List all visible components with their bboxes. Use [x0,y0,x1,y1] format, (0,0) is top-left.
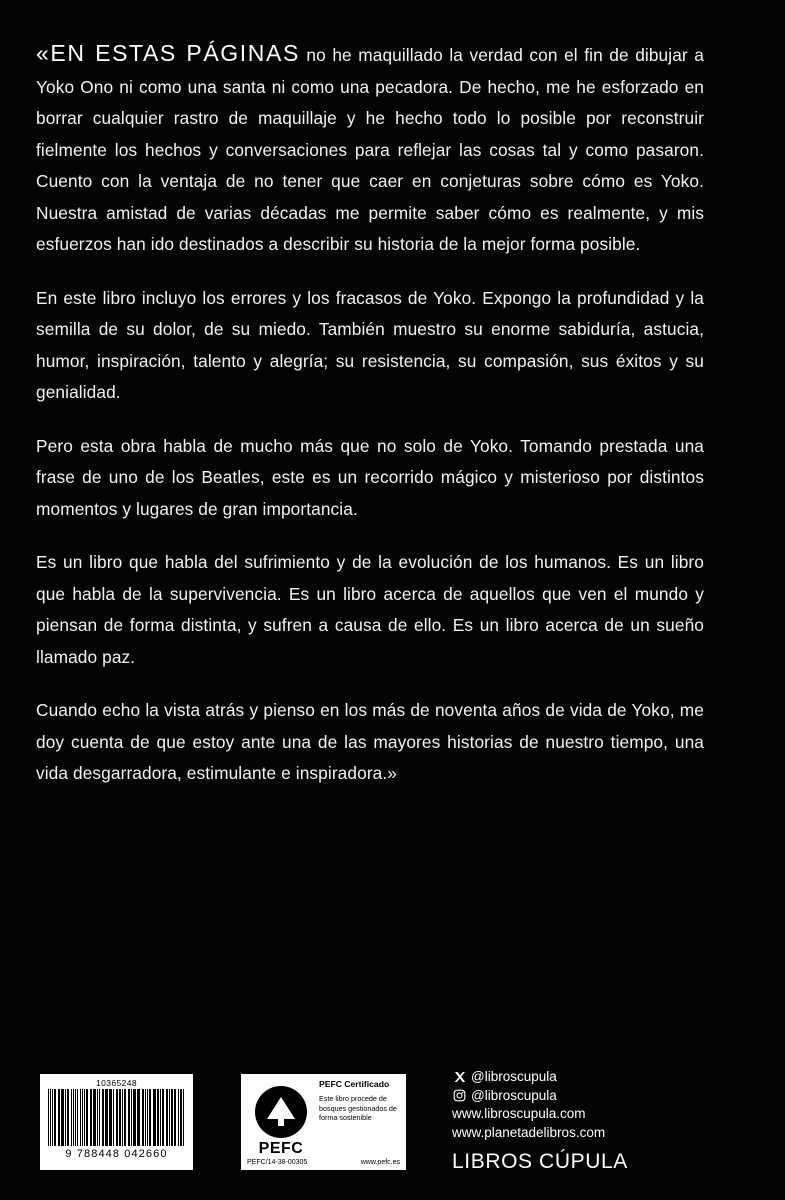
website-group-line[interactable] [452,1124,605,1143]
cover-footer [0,1010,785,1200]
pefc-url: www.pefc.es [360,1159,400,1166]
website-line[interactable] [452,1105,605,1124]
pefc-brand-label: PEFC [258,1140,304,1157]
instagram-handle-line[interactable] [452,1087,605,1106]
blurb-paragraph-1 [36,38,704,261]
pefc-title: PEFC Certificado [319,1079,390,1089]
barcode-bars [48,1089,186,1146]
website-group-url: www.planetadelibros.com [452,1124,606,1140]
x-twitter-icon [452,1070,467,1085]
blurb-paragraph-3: Pero esta obra habla de mucho más que no solo de Yoko. Tomando prestada una frase de uno de los Beatles, este es un recorrido mágico y misterioso por distintos momentos y lugares de gran importancia. [36,435,704,519]
pefc-code: PEFC/14-38-00305 [247,1159,308,1166]
pefc-text-group [315,1079,400,1165]
blurb-paragraph-4: Es un libro que habla del sufrimiento y de la evolución de los humanos. Es un libro que habla de la supervivencia. Es un libro acerca de aquellos que ven el mundo y piensan de forma distinta, y sufren a causa de ello. Es un libro acerca de un sueño llamado paz. [36,552,704,667]
pefc-logo-group [247,1079,315,1165]
isbn-barcode-block [40,1074,193,1170]
instagram-icon [452,1088,467,1103]
publisher-imprint-logo: LIBROS CÚPULA [452,1150,628,1173]
blurb-paragraph-2: En este libro incluyo los errores y los fracasos de Yoko. Expongo la profundidad y la semilla de su dolor, de su miedo. También muestro su enorme sabiduría, astucia, humor, inspiración, talento y alegría; su resistencia, su compasión, sus éxitos y su genialidad. [36,287,704,402]
pefc-description: Este libro procede de bosques gestionados de forma sostenible [319,1094,397,1122]
pefc-certification-block [241,1074,406,1170]
twitter-handle: @libroscupula [471,1069,557,1084]
tree-icon [255,1086,307,1138]
twitter-handle-line[interactable] [452,1068,605,1087]
blurb-text-block [36,38,704,790]
website-url: www.libroscupula.com [452,1106,586,1121]
blurb-paragraph-5: Cuando echo la vista atrás y pienso en los más de noventa años de vida de Yoko, me doy cuenta de que estoy ante una de las mayores historias de nuestro tiempo, una vida desgarradora, estimulante e inspiradora.» [36,700,704,783]
barcode-internal-code: 10365248 [95,1078,138,1088]
blurb-paragraph-1-text: no he maquillado la verdad con el fin de dibujar a Yoko Ono ni como una santa ni como una pecadora. De hecho, me he esforzado en borrar cualquier rastro de maquillaje y he hecho todo lo posible por reconstruir fielmente los hechos y conversaciones para reflejar las cosas tal y como pasaron. Cuento con la ventaja de no tener que caer en conjeturas sobre cómo es Yoko. Nuestra amistad de varias décadas me permite saber cómo es realmente, y mis esfuerzos han ido destinados a describir su historia de la mejor forma posible. [36,45,704,254]
blurb-lead-caps: «EN ESTAS PÁGINAS [36,40,300,66]
publisher-contact-block [452,1068,605,1142]
instagram-handle: @libroscupula [471,1087,557,1103]
pefc-footer-line [247,1159,400,1166]
barcode-isbn-digits: 9 788448 042660 [65,1148,168,1160]
